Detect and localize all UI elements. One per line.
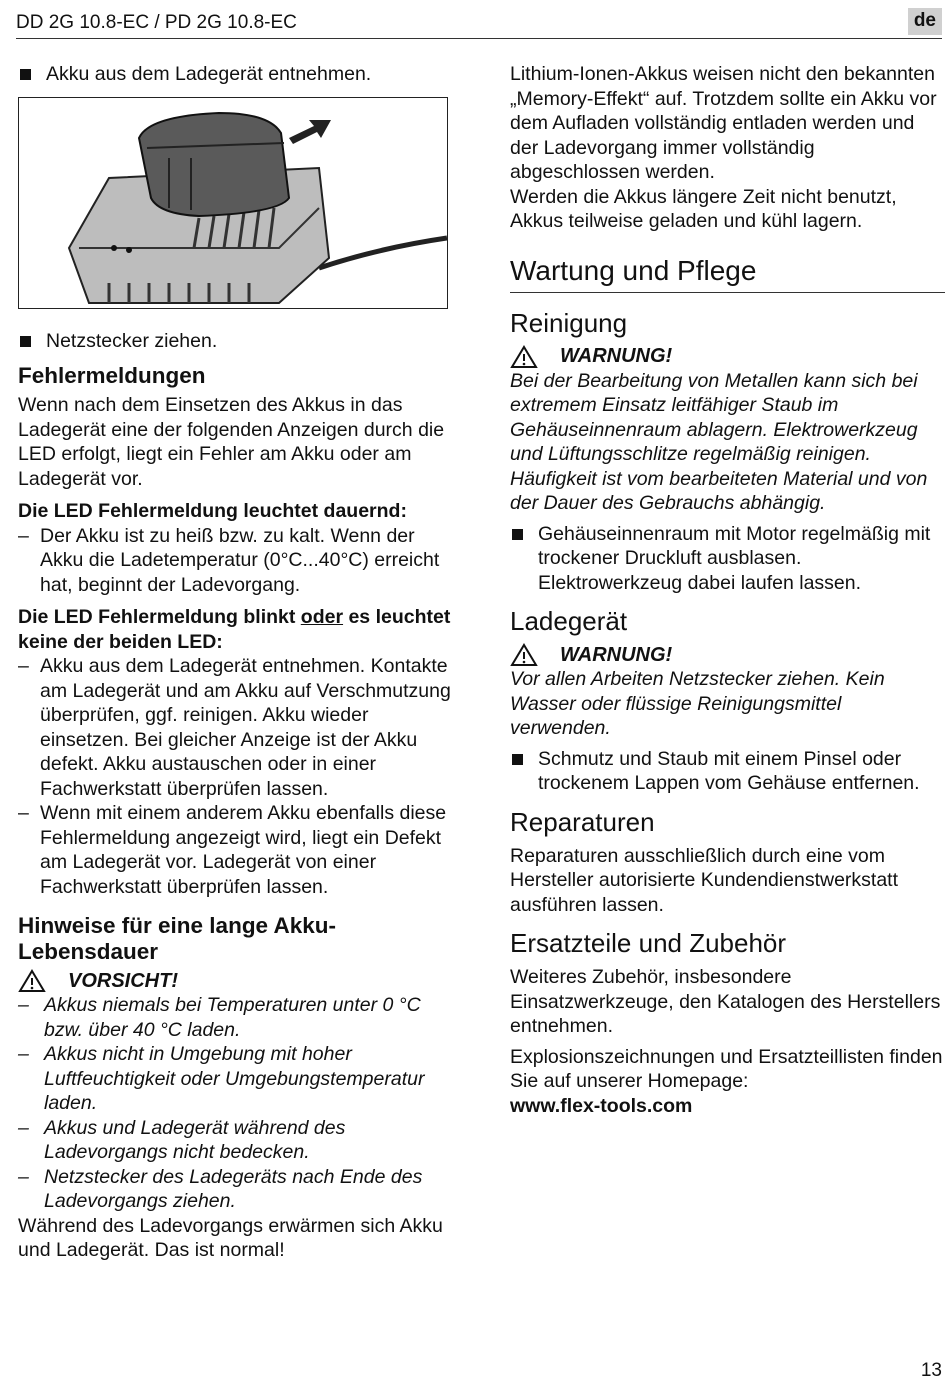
homepage-link[interactable]: www.flex-tools.com [510,1094,693,1117]
step-unplug: Netzstecker ziehen. [18,329,458,354]
left-column [18,62,458,1263]
caution-item-temperature: – Akkus niemals bei Temperaturen unter 0 °C bzw. über 40 °C laden. [18,993,458,1042]
subheading-led-blinkt-part1: Die LED Fehlermeldung blinkt [18,606,301,628]
caution-item-unplug: – Netzstecker des Ladegeräts nach Ende des Ladevorgangs ziehen. [18,1165,458,1214]
bullet-druckluft: Gehäuseinnenraum mit Motor regelmäßig mit trockener Druckluft ausblasen. Elektrowerkzeug dabei laufen lassen. [510,522,945,596]
heading-wartung-pflege: Wartung und Pflege [510,254,945,293]
paragraph-warm-normal: Während des Ladevorgangs erwärmen sich Akku und Ladegerät. Das ist normal! [18,1214,443,1261]
paragraph-memory-effect: Lithium-Ionen-Akkus weisen nicht den bekannten „Memory-Effekt“ auf. Trotzdem sollte ein Akku vor dem Aufladen vollständig entladen werden und der Ladevorgang immer vollständig abgeschlossen werden. [510,63,937,183]
page-header [16,8,942,39]
warning-paragraph-ladegeraet: Vor allen Arbeiten Netzstecker ziehen. Kein Wasser oder flüssige Reinigungsmittel verwenden. [510,668,885,739]
page-number: 13 [920,1360,942,1381]
bullet-pinsel: Schmutz und Staub mit einem Pinsel oder trockenem Lappen vom Gehäuse entfernen. [510,747,945,796]
subheading-led-blinkt-underlined: oder [300,606,344,628]
caution-label [18,969,458,993]
document-title: DD 2G 10.8-EC / PD 2G 10.8-EC [16,12,297,33]
dash-item-check-contacts: – Akku aus dem Ladegerät entnehmen. Kontakte am Ladegerät und am Akku auf Verschmutzung überprüfen, ggf. reinigen. Akku wieder einsetzen. Bei gleicher Anzeige ist der Akku defekt. Akku austauschen oder in einer Fachwerkstatt überprüfen lassen. [18,654,458,801]
heading-hinweise: Hinweise für eine lange Akku-Lebensdauer [18,913,336,964]
caution-item-humidity: – Akkus nicht in Umgebung mit hoher Luftfeuchtigkeit oder Umgebungstemperatur laden. [18,1042,458,1116]
dash-item-charger-defect: – Wenn mit einem anderem Akku ebenfalls diese Fehlermeldung angezeigt wird, liegt ein Defekt am Ladegerät vor. Ladegerät von einer Fachwerkstatt überprüfen lassen. [18,801,458,899]
subheading-led-dauernd: Die LED Fehlermeldung leuchtet dauernd: [18,500,407,522]
right-column [510,62,945,1118]
heading-ersatzteile: Ersatzteile und Zubehör [510,928,787,958]
paragraph-fehlermeldungen: Wenn nach dem Einsetzen des Akkus in das Ladegerät eine der folgenden Anzeigen durch die LED erfolgt, liegt ein Fehler am Akku oder am Ladegerät vor. [18,394,445,490]
heading-reinigung: Reinigung [510,307,628,338]
paragraph-reparaturen: Reparaturen ausschließlich durch eine vom Hersteller autorisierte Kundendienstwerkstatt ausführen lassen. [510,844,899,916]
warning-triangle-icon [510,345,538,369]
warning-triangle-icon [510,643,538,667]
warning-triangle-icon [18,969,46,993]
warning-label-ladegeraet [510,643,945,667]
warning-paragraph-reinigung: Bei der Bearbeitung von Metallen kann sich bei extremem Einsatz leitfähiger Staub im Gehäuseinnenraum ablagern. Elektrowerkzeug und Lüftungsschlitze regelmäßig reinigen. Häufigkeit ist vom bearbeiteten Material und von der Dauer des Gebrauchs abhängig. [510,369,928,514]
paragraph-zubehoer: Weiteres Zubehör, insbesondere Einsatzwerkzeuge, den Katalogen des Herstellers entnehmen. [510,966,941,1037]
heading-fehlermeldungen: Fehlermeldungen [18,363,206,388]
caution-item-cover: – Akkus und Ladegerät während des Ladevorgangs nicht bedecken. [18,1116,458,1165]
heading-ladegeraet: Ladegerät [510,606,628,636]
charger-drawing [19,98,447,308]
paragraph-storage: Werden die Akkus längere Zeit nicht benutzt, Akkus teilweise geladen und kühl lagern. [510,185,897,232]
caution-text: VORSICHT! [68,969,178,992]
language-badge: de [908,8,942,35]
step-remove-battery: Akku aus dem Ladegerät entnehmen. [18,62,458,87]
subheading-led-blinkt-part2: es leuchtet keine der beiden LED: [18,606,451,653]
charger-illustration [18,97,448,309]
dash-item-temperature: – Der Akku ist zu heiß bzw. zu kalt. Wenn der Akku die Ladetemperatur (0°C...40°C) erreicht hat, beginnt der Ladevorgang. [18,524,458,598]
subheading-led-blinkt [18,605,458,654]
warning-label-reinigung [510,345,945,369]
warning-text-reinigung: WARNUNG! [560,345,673,367]
paragraph-explosionszeichnungen: Explosionszeichnungen und Ersatzteillisten finden Sie auf unserer Homepage: [510,1045,943,1092]
heading-reparaturen: Reparaturen [510,806,655,837]
warning-text-ladegeraet: WARNUNG! [560,643,673,666]
